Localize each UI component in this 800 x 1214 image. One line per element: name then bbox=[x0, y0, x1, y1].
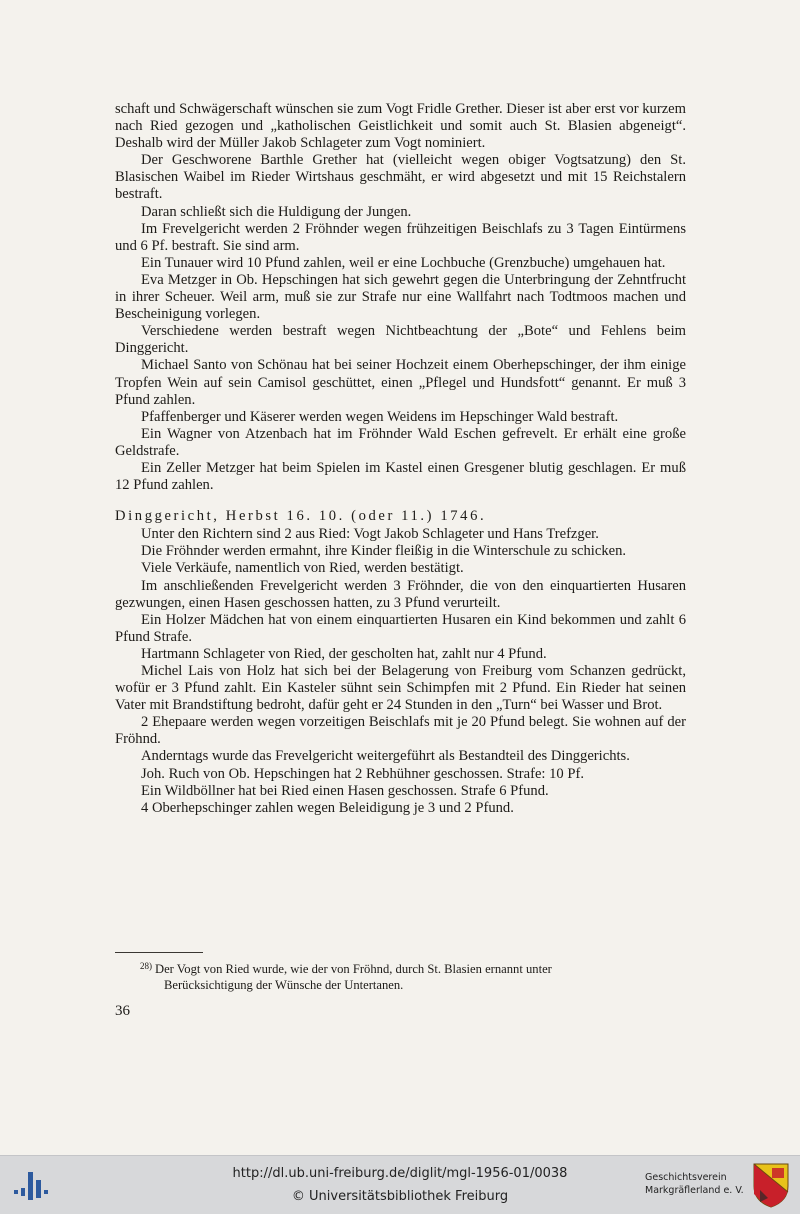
paragraph: schaft und Schwägerschaft wünschen sie zum Vogt Fridle Grether. Dieser ist aber erst vor kurzem nach Ried gezogen und „katholischen Geistlichkeit und somit auch St. Blasien abgeneigt“. Deshalb wird der Müller Jakob Schlageter zum Vogt nominiert. bbox=[115, 101, 686, 152]
permalink-link[interactable]: http://dl.ub.uni-freiburg.de/diglit/mgl-1956-01/0038 bbox=[232, 1166, 568, 1181]
footnote bbox=[140, 958, 686, 993]
paragraph: Viele Verkäufe, namentlich von Ried, werden bestätigt. bbox=[141, 560, 464, 577]
copyright-notice: © Universitätsbibliothek Freiburg bbox=[291, 1189, 509, 1204]
paragraph: Michael Santo von Schönau hat bei seiner Hochzeit einem Oberhepschinger, der ihm einige Tropfen Wein auf sein Camisol geschüttet, einen „Pflegel und Hundsfott“ genannt. Er muß 3 Pfund zahlen. bbox=[115, 357, 686, 408]
paragraph: Hartmann Schlageter von Ried, der gescholten hat, zahlt nur 4 Pfund. bbox=[141, 645, 547, 662]
paragraph: Eva Metzger in Ob. Hepschingen hat sich gewehrt gegen die Unterbringung der Zehntfrucht in ihrer Scheuer. Weil arm, muß sie zur Strafe nur eine Wallfahrt nach Todtmoos machen und Bescheinigung vorlegen. bbox=[115, 271, 686, 323]
society-name bbox=[645, 1171, 757, 1197]
section-heading: Dinggericht, Herbst 16. 10. (oder 11.) 1746. bbox=[115, 508, 487, 525]
paragraph: Joh. Ruch von Ob. Hepschingen hat 2 Rebhühner geschossen. Strafe: 10 Pf. bbox=[141, 765, 585, 782]
paragraph: 4 Oberhepschinger zahlen wegen Beleidigung je 3 und 2 Pfund. bbox=[141, 799, 514, 816]
paragraph: Michel Lais von Holz hat sich bei der Belagerung von Freiburg vom Schanzen gedrückt, wofür er 3 Pfund zahlt. Ein Kasteler sühnt sein Schimpfen mit 2 Pfund. Ein Rieder hat seinen Vater mit Brandstiftung bedroht, dafür geht er 24 Stunden in den „Turn“ bei Wasser und Brot. bbox=[115, 663, 686, 714]
paragraph: Ein Holzer Mädchen hat von einem einquartierten Husaren ein Kind bekommen und zahlt 6 Pfund Strafe. bbox=[115, 611, 686, 645]
paragraph: Ein Wildböllner hat bei Ried einen Hasen geschossen. Strafe 6 Pfund. bbox=[141, 782, 549, 799]
paragraph: Im Frevelgericht werden 2 Fröhnder wegen frühzeitigen Beischlafs zu 3 Tagen Eintürmens und 6 Pf. bestraft. Sie sind arm. bbox=[115, 220, 686, 254]
footnote-divider bbox=[115, 952, 203, 953]
viewer-footer bbox=[0, 1155, 800, 1214]
society-name-line: Markgräflerland e. V. bbox=[645, 1185, 744, 1196]
footnote-line: Der Vogt von Ried wurde, wie der von Fröhnd, durch St. Blasien ernannt unter bbox=[155, 962, 552, 976]
paragraph: Unter den Richtern sind 2 aus Ried: Vogt Jakob Schlageter und Hans Trefzger. bbox=[141, 526, 599, 543]
paragraph: Im anschließenden Frevelgericht werden 3 Fröhnder, die von den einquartierten Husaren gezwungen, einen Hasen geschossen hatten, zu 3 Pfund verurteilt. bbox=[115, 577, 686, 611]
society-name-line: Geschichtsverein bbox=[645, 1172, 727, 1183]
paragraph: 2 Ehepaare werden wegen vorzeitigen Beischlafs mit je 20 Pfund belegt. Sie wohnen auf der Fröhnd. bbox=[115, 714, 686, 748]
paragraph: Pfaffenberger und Käserer werden wegen Weidens im Hepschinger Wald bestraft. bbox=[141, 408, 619, 425]
paragraph: Daran schließt sich die Huldigung der Jungen. bbox=[141, 203, 412, 220]
paragraph: Verschiedene werden bestraft wegen Nichtbeachtung der „Bote“ und Fehlens beim Dinggericht. bbox=[115, 323, 686, 357]
paragraph: Ein Zeller Metzger hat beim Spielen im Kastel einen Gresgener blutig geschlagen. Er muß 12 Pfund zahlen. bbox=[115, 459, 686, 494]
coat-of-arms-icon[interactable] bbox=[752, 1162, 790, 1208]
paragraph: Die Fröhnder werden ermahnt, ihre Kinder fleißig in die Winterschule zu schicken. bbox=[141, 543, 627, 560]
paragraph: Ein Tunauer wird 10 Pfund zahlen, weil er eine Lochbuche (Grenzbuche) umgehauen hat. bbox=[141, 254, 666, 271]
paragraph: Der Geschworene Barthle Grether hat (vielleicht wegen obiger Vogtsatzung) den St. Blasischen Waibel im Rieder Wirtshaus geschmäht, er wird abgesetzt und mit 15 Reichstalern bestraft. bbox=[115, 152, 686, 203]
paragraph: Ein Wagner von Atzenbach hat im Fröhnder Wald Eschen gefrevelt. Er erhält eine große Geldstrafe. bbox=[115, 425, 686, 459]
paragraph: Anderntags wurde das Frevelgericht weitergeführt als Bestandteil des Dinggerichts. bbox=[141, 748, 630, 765]
footnote-mark: 28) bbox=[140, 961, 152, 971]
page-body bbox=[115, 101, 686, 817]
page-number: 36 bbox=[115, 1003, 130, 1019]
footnote-line: Berücksichtigung der Wünsche der Untertanen. bbox=[164, 978, 404, 992]
